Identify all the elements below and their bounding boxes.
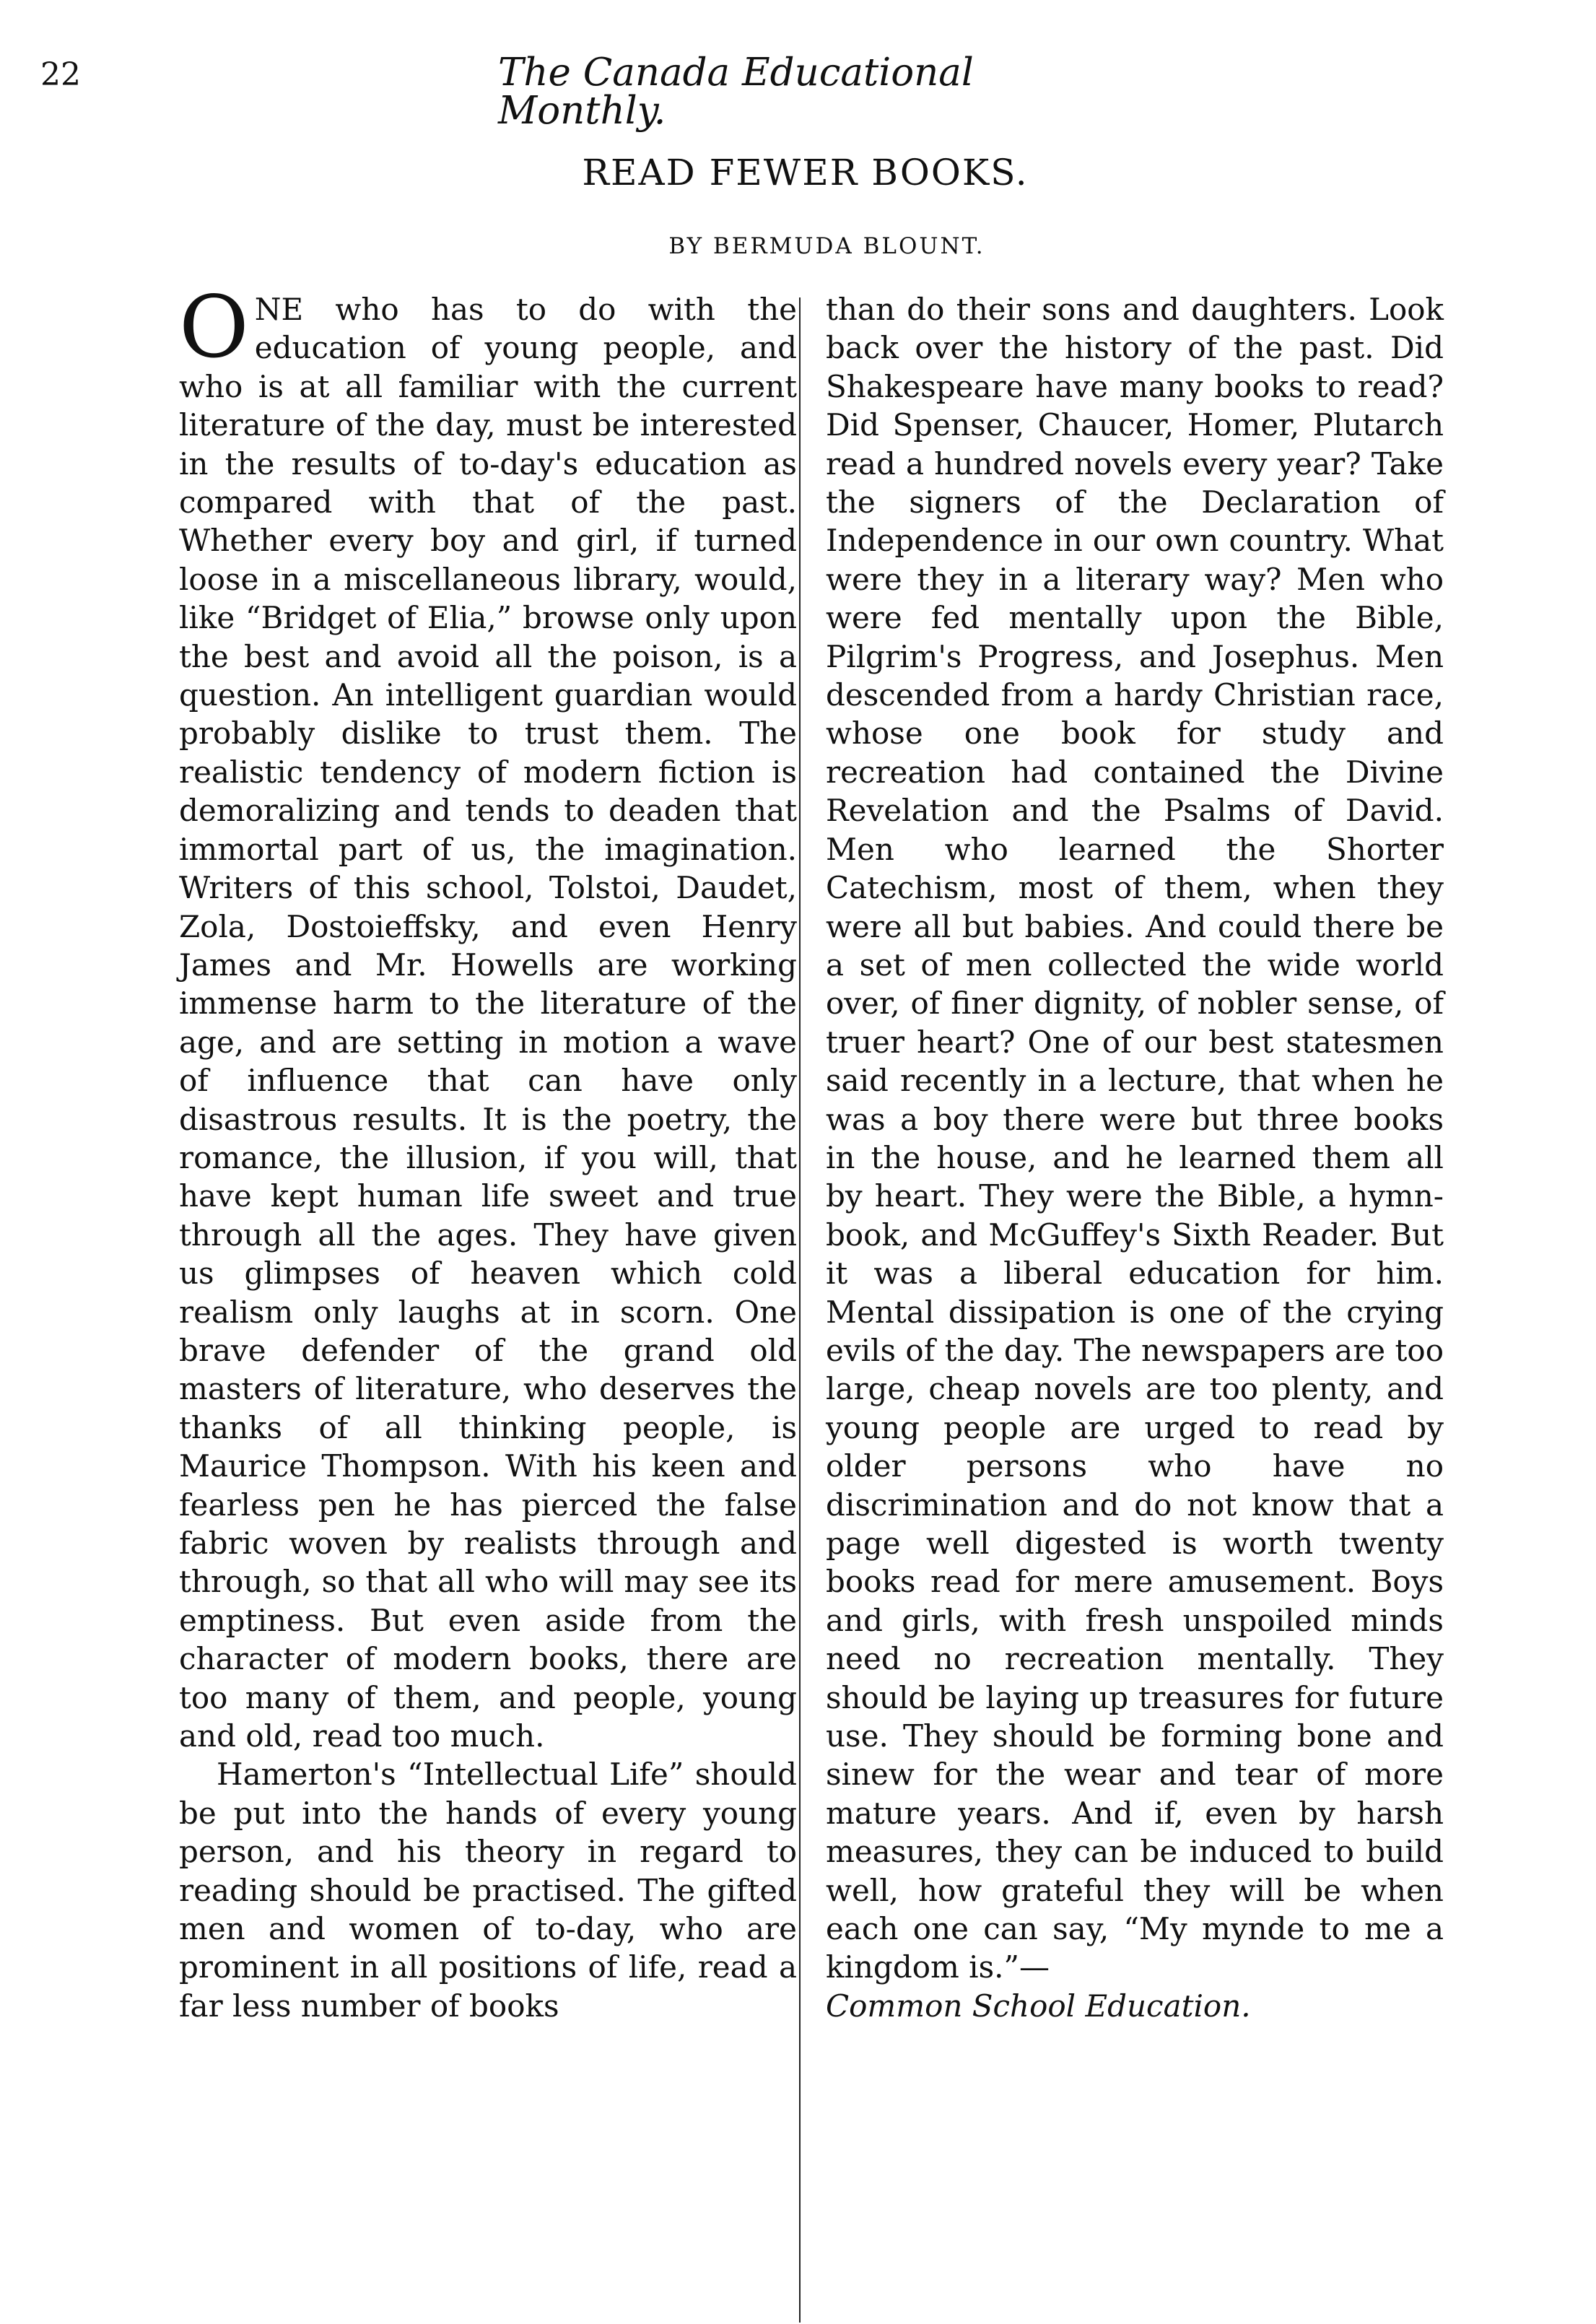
column-divider: [799, 297, 801, 2323]
source-citation: Common School Education.: [826, 1988, 1251, 2024]
paragraph-2-start: Hamerton's “Intellectual Life” should be put into the hands of every young person, and his theory in regard to reading should be practised. The gifted men and women of to-day, who are prominent in all positions of life, read a far less number of books: [179, 1757, 797, 2024]
drop-cap: O: [179, 277, 249, 377]
left-column: [179, 277, 797, 2025]
running-head: The Canada Educational Monthly.: [498, 51, 974, 133]
page-number: 22: [40, 56, 81, 93]
paragraph-1: [179, 277, 797, 1755]
paragraph-1-text: NE who has to do with the education of young people, and who is at all familiar with the current literature of the day, must be interested in the results of to-day's education as compared with that of the past. Whether every boy and girl, if turned loose in a miscellaneous library, would, like “Bridget of Elia,” browse only upon the best and avoid all the poison, is a question. An intelligent guardian would probably dislike to trust them. The realistic tendency of modern fiction is demoralizing and tends to deaden that immortal part of us, the imagination. Writers of this school, Tolstoi, Daudet, Zola, Dostoieffsky, and even Henry James and Mr. Howells are working immense harm to the literature of the age, and are setting in motion a wave of influence that can have only disastrous results. It is the poetry, the romance, the illusion, if you will, that have kept human life sweet and true through all the ages. They have given us glimpses of heaven which cold realism only laughs at in scorn. One brave defender of the grand old masters of literature, who deserves the thanks of all thinking people, is Maurice Thompson. With his keen and fearless pen he has pierced the false fabric woven by realists through and through, so that all who will may see its emptiness. But even aside from the character of modern books, there are too many of them, and people, young and old, read too much.: [179, 292, 797, 1754]
byline: BY BERMUDA BLOUNT.: [668, 233, 985, 259]
article-title: READ FEWER BOOKS.: [582, 152, 1029, 193]
paragraph-2-continued: [826, 290, 1444, 2025]
paragraph-2-continued-text: than do their sons and daughters. Look back over the history of the past. Did Shakespeare have many books to read? Did Spenser, Chaucer, Homer, Plutarch read a hundred novels every year? Take the signers of the Declaration of Independence in our own country. What were they in a literary way? Men who were fed mentally upon the Bible, Pilgrim's Progress, and Josephus. Men descended from a hardy Christian race, whose one book for study and recreation had contained the Divine Revelation and the Psalms of David. Men who learned the Shorter Catechism, most of them, when they were all but babies. And could there be a set of men collected the wide world over, of finer dignity, of nobler sense, of truer heart? One of our best statesmen said recently in a lecture, that when he was a boy there were but three books in the house, and he learned them all by heart. They were the Bible, a hymn-book, and McGuffey's Sixth Reader. But it was a liberal education for him. Mental dissipation is one of the crying evils of the day. The newspapers are too large, cheap novels are too plenty, and young people are urged to read by older persons who have no discrimination and do not know that a page well digested is worth twenty books read for mere amusement. Boys and girls, with fresh unspoiled minds need no recreation mentally. They should be laying up treasures for future use. They should be forming bone and sinew for the wear and tear of more mature years. And if, even by harsh measures, they can be induced to build well, how grateful they will be when each one can say, “My mynde to me a kingdom is.”—: [826, 292, 1444, 1985]
right-column: [826, 290, 1444, 2025]
